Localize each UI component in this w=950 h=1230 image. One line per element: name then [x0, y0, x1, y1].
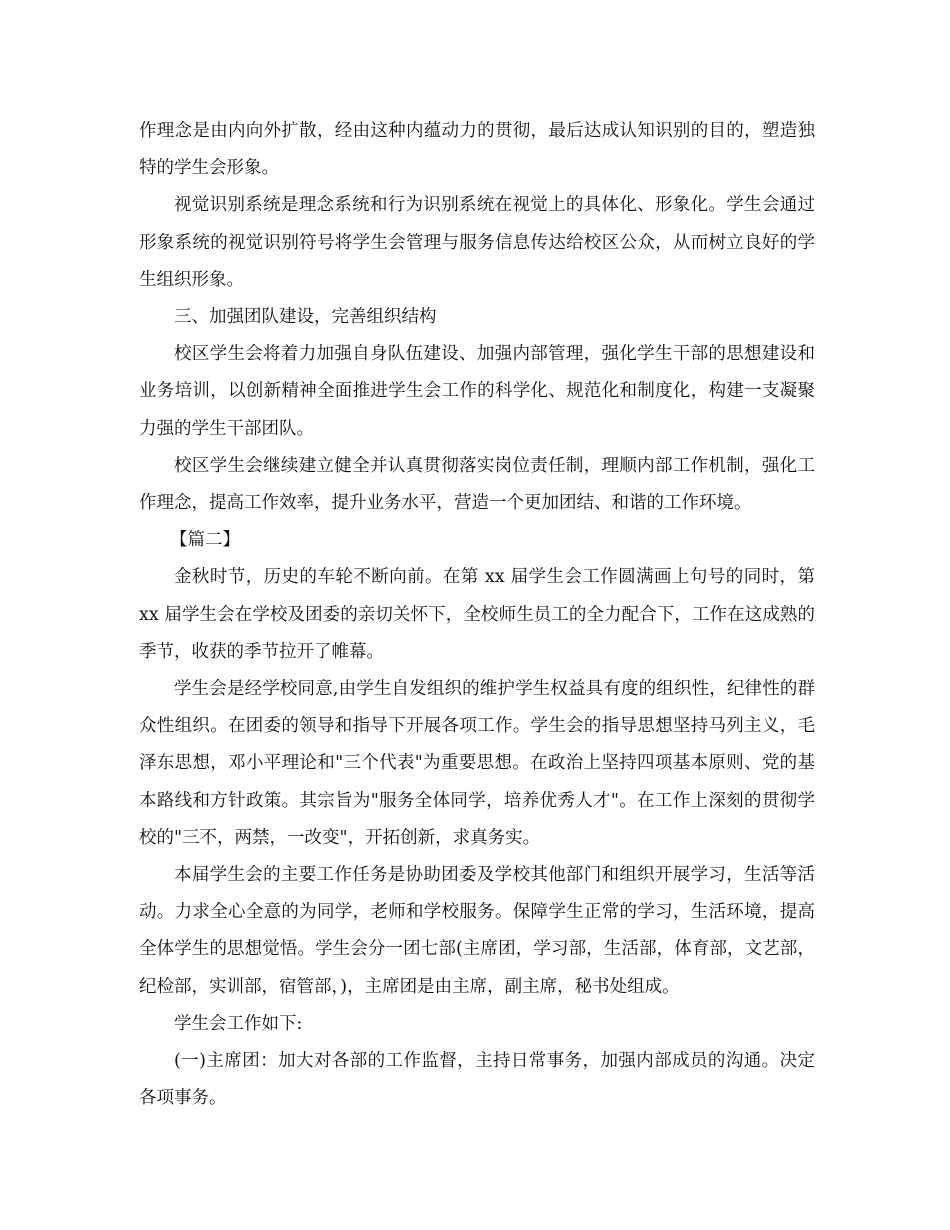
paragraph: 学生会是经学校同意,由学生自发组织的维护学生权益具有度的组织性，纪律性的群众性组织。在团委的领导和指导下开展各项工作。学生会的指导思想坚持马列主义，毛泽东思想，邓小平理论和"三个代表"为重要思想。在政治上坚持四项基本原则、党的基本路线和方针政策。其宗旨为"服务全体同学，培养优秀人才"。在工作上深刻的贯彻学校的"三不，两禁，一改变"，开拓创新，求真务实。	[139, 679, 815, 848]
paragraph: 金秋时节，历史的车轮不断向前。在第 xx 届学生会工作圆满画上句号的同时，第 xx 届学生会在学校及团委的亲切关怀下，全校师生员工的全力配合下，工作在这成熟的季节，收获的季节拉开了帷幕。	[139, 567, 815, 662]
paragraph: 学生会工作如下:	[174, 1013, 303, 1034]
paragraph: (一)主席团：加大对各部的工作监督，主持日常事务，加强内部成员的沟通。决定各项事务。	[139, 1051, 815, 1109]
document-page	[139, 113, 815, 1117]
part-heading: 【篇二】	[170, 530, 240, 551]
paragraph: 视觉识别系统是理念系统和行为识别系统在视觉上的具体化、形象化。学生会通过形象系统的视觉识别符号将学生会管理与服务信息传达给校区公众，从而树立良好的学生组织形象。	[139, 195, 815, 290]
paragraph: 本届学生会的主要工作任务是协助团委及学校其他部门和组织开展学习，生活等活动。力求全心全意的为同学，老师和学校服务。保障学生正常的学习，生活环境，提高全体学生的思想觉悟。学生会分一团七部(主席团，学习部，生活部，体育部，文艺部，纪检部，实训部，宿管部，)，主席团是由主席，副主席，秘书处组成。	[139, 865, 815, 997]
paragraph: 校区学生会继续建立健全并认真贯彻落实岗位责任制，理顺内部工作机制，强化工作理念，提高工作效率，提升业务水平，营造一个更加团结、和谐的工作环境。	[139, 455, 815, 514]
paragraph: 校区学生会将着力加强自身队伍建设、加强内部管理，强化学生干部的思想建设和业务培训，以创新精神全面推进学生会工作的科学化、规范化和制度化，构建一支凝聚力强的学生干部团队。	[139, 344, 815, 439]
section-heading: 三、加强团队建设，完善组织结构	[174, 307, 437, 328]
paragraph: 作理念是由内向外扩散，经由这种内蕴动力的贯彻，最后达成认知识别的目的，塑造独特的学生会形象。	[139, 121, 815, 179]
